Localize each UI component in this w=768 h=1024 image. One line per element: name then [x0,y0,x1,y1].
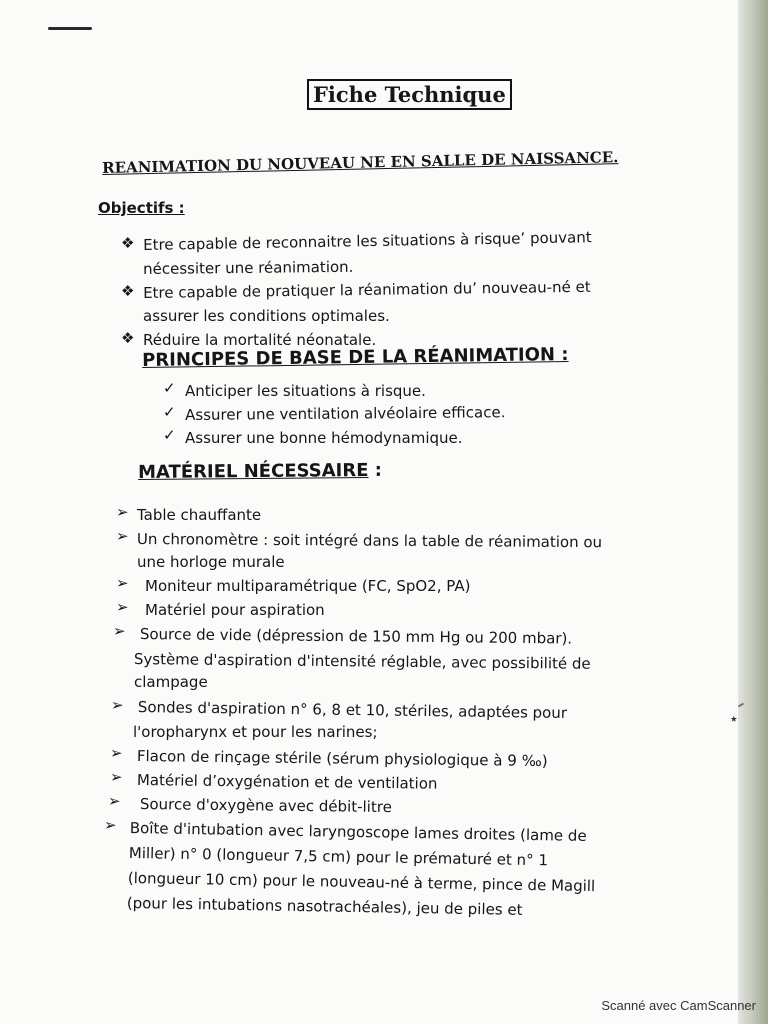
diamond-bullet-icon: ❖ [121,282,135,300]
materiel-9: Source d'oxygène avec débit-litre [139,795,392,817]
materiel-8: Matériel d’oxygénation et de ventilation [136,771,438,793]
materiel-7: Flacon de rinçage stérile (sérum physiologique à 9 ‰) [136,747,548,771]
objectif-2-line-2: assurer les conditions optimales. [143,307,390,325]
materiel-heading-colon: : [374,459,383,481]
materiel-10-line-4: (pour les intubations nasotrachéales), jeu de piles et [126,894,523,919]
materiel-5-line-2: Système d'aspiration d'intensité réglable, avec possibilité de [133,650,591,673]
materiel-10-line-1: Boîte d'intubation avec laryngoscope lames droites (lame de [129,819,587,845]
objectif-2-line-1: Etre capable de pratiquer la réanimation du’ nouveau-né et [143,277,591,302]
materiel-10-line-2: Miller) n° 0 (longueur 7,5 cm) pour le prématuré et n° 1 [128,844,549,870]
principe-2: Assurer une ventilation alvéolaire efficace. [185,403,506,424]
main-title: REANIMATION DU NOUVEAU NE EN SALLE DE NAISSANCE. [102,148,619,177]
materiel-6-line-2: l'oropharynx et pour les narines; [133,723,378,741]
ink-speck: ٭ [730,711,738,727]
materiel-5-line-1: Source de vide (dépression de 150 mm Hg ou 200 mbar). [139,625,573,648]
arrowhead-icon: ➢ [108,792,121,810]
materiel-2-line-1: Un chronomètre : soit intégré dans la table de réanimation ou [136,530,603,552]
arrowhead-icon: ➢ [113,622,126,640]
objectifs-heading: Objectifs : [98,199,185,217]
arrowhead-icon: ➢ [110,768,123,786]
doc-type-title: Fiche Technique [307,79,512,110]
materiel-4: Matériel pour aspiration [145,601,325,619]
principe-1: Anticiper les situations à risque. [185,382,426,400]
materiel-10-line-3: (longueur 10 cm) pour le nouveau-né à terme, pince de Magill [127,869,596,896]
checkmark-icon: ✓ [163,426,176,444]
arrowhead-icon: ➢ [116,574,129,592]
checkmark-icon: ✓ [163,379,176,397]
objectif-3-line-1: Réduire la mortalité néonatale. [143,331,377,349]
arrowhead-icon: ➢ [116,527,129,545]
arrowhead-icon: ➢ [104,816,117,834]
materiel-1: Table chauffante [137,506,262,524]
pen-mark [48,27,92,30]
materiel-6-line-1: Sondes d'aspiration n° 6, 8 et 10, stériles, adaptées pour [137,698,568,722]
materiel-5-line-3: clampage [134,673,208,691]
arrowhead-icon: ➢ [111,696,124,714]
scan-background-edge [738,0,768,1024]
arrowhead-icon: ➢ [116,598,129,616]
arrowhead-icon: ➢ [110,744,123,762]
principes-heading: PRINCIPES DE BASE DE LA RÉANIMATION : [142,344,569,371]
diamond-bullet-icon: ❖ [121,329,135,347]
camscanner-watermark: Scanné avec CamScanner [601,998,756,1013]
materiel-heading: MATÉRIEL NÉCESSAIRE [138,459,369,483]
diamond-bullet-icon: ❖ [121,234,135,252]
checkmark-icon: ✓ [163,403,176,421]
materiel-2-line-2: une horloge murale [137,553,285,571]
objectif-1-line-1: Etre capable de reconnaitre les situations à risque’ pouvant [143,228,592,254]
principe-3: Assurer une bonne hémodynamique. [185,429,463,447]
materiel-heading-row [138,460,382,483]
objectif-1-line-2: nécessiter une réanimation. [143,257,354,278]
arrowhead-icon: ➢ [116,503,129,521]
materiel-3: Moniteur multiparamétrique (FC, SpO2, PA) [145,577,471,595]
